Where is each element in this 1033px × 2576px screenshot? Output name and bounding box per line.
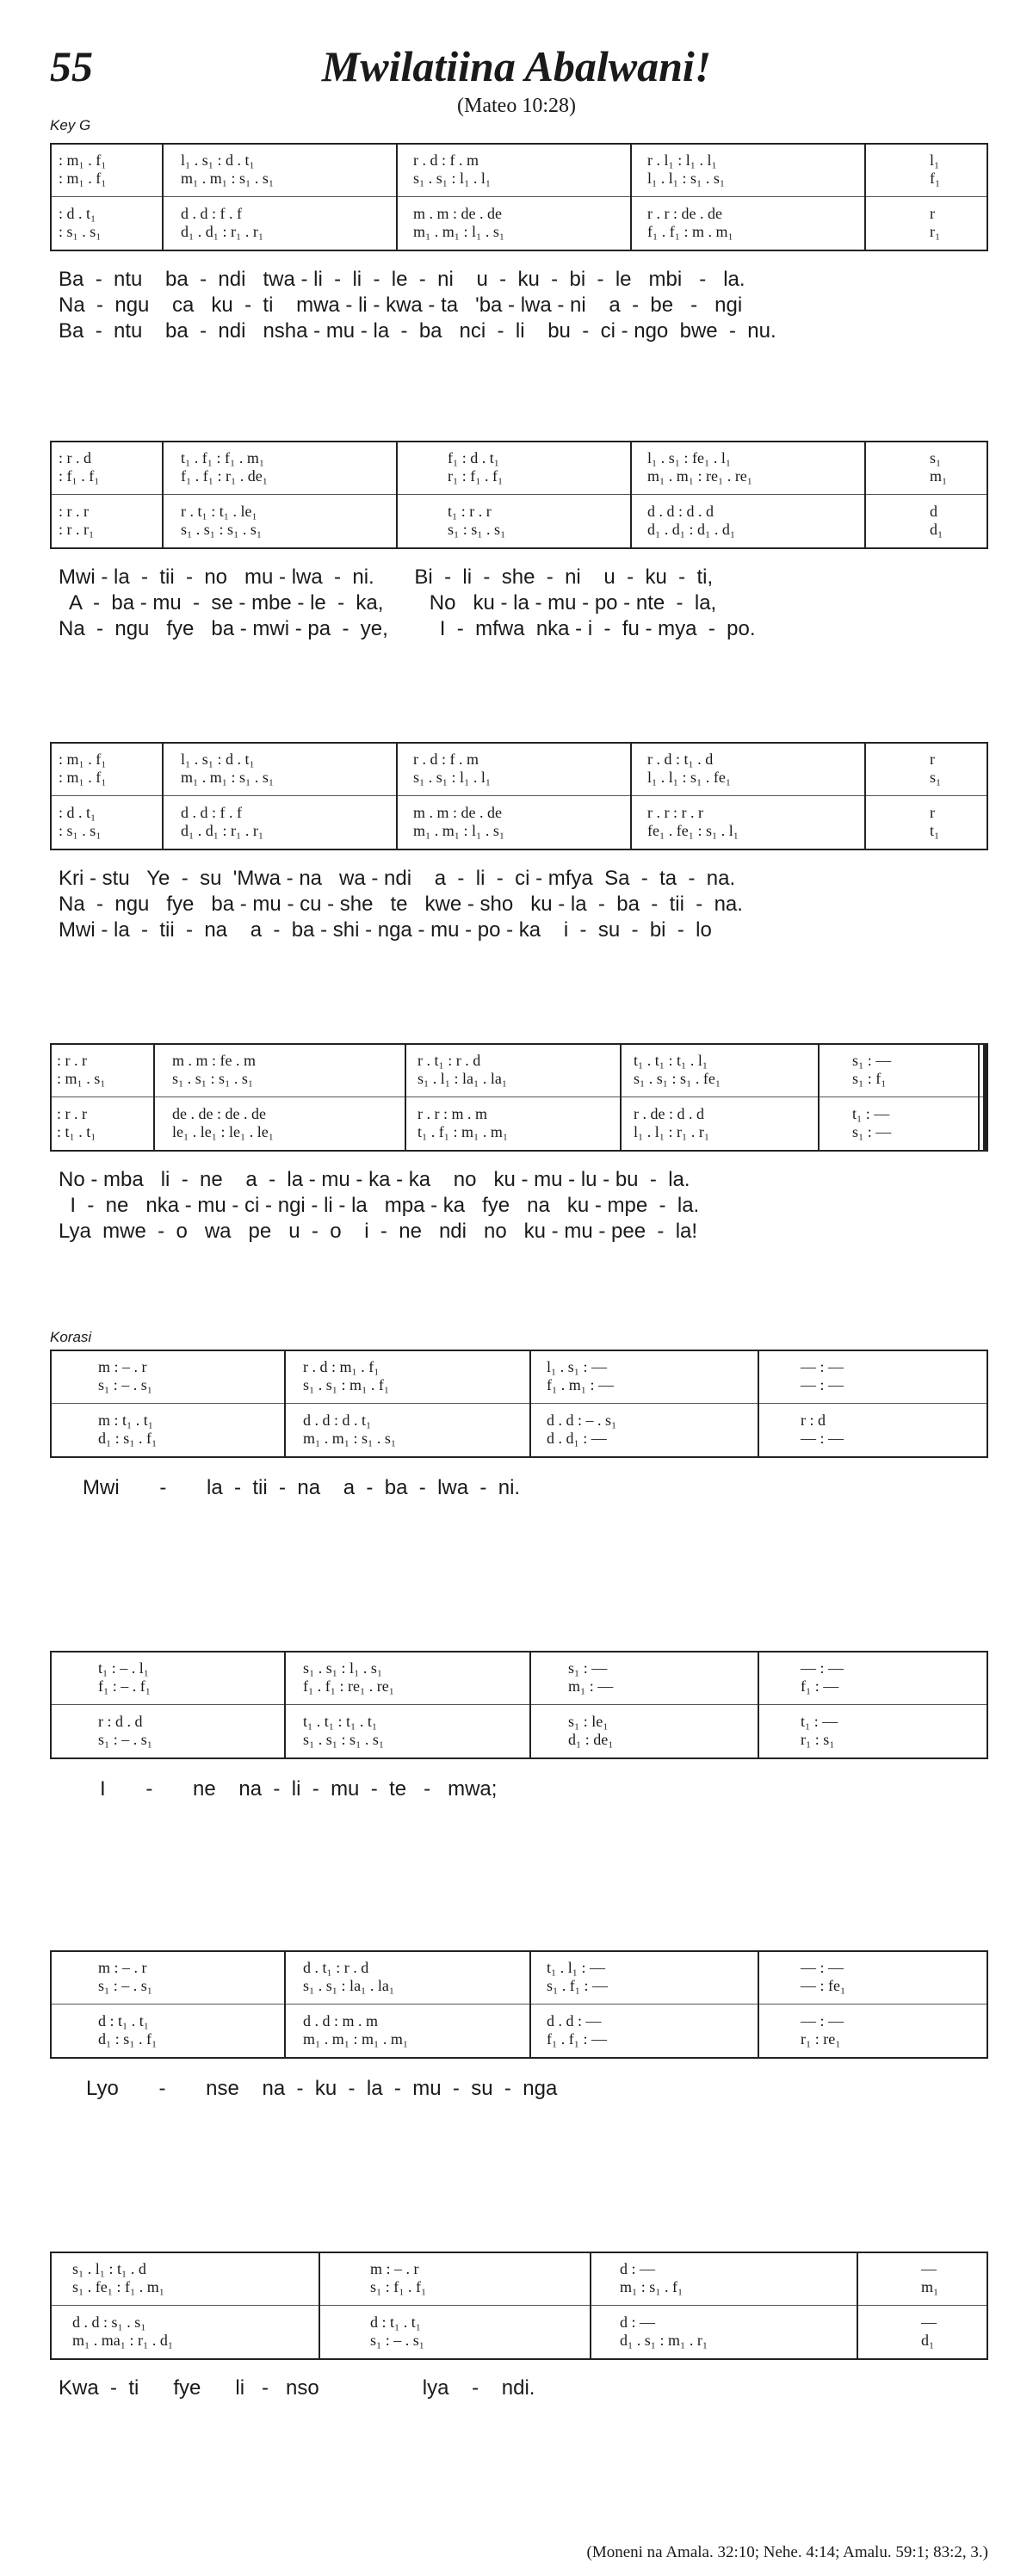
score-measure: r . d : f . m s₁ . s₁ : l₁ . l₁ m . m : de . de m₁ . m₁ : l₁ . s₁	[413, 751, 505, 839]
scripture-reference: (Mateo 10:28)	[457, 95, 576, 117]
hymn-title: Mwilatiina Abalwani!	[321, 42, 712, 90]
score-system	[50, 441, 988, 549]
score-measure: — m₁ — d₁	[921, 2260, 939, 2349]
score-measure: r . d : f . m s₁ . s₁ : l₁ . l₁ m . m : de . de m₁ . m₁ : l₁ . s₁	[413, 151, 505, 240]
score-measure: f₁ : d . t₁ r₁ : f₁ . f₁ t₁ : r . r s₁ : s₁ . s₁	[448, 449, 506, 538]
lyrics-block: No - mba li - ne a - la - mu - ka - ka no ku - mu - lu - bu - la. I - ne nka - mu - ci - ngi - li - la mpa - ka fye na ku - mpe - la. Lya mwe - o wa pe u - o i - ne ndi no ku - mu - pee - la!	[59, 1168, 700, 1243]
score-system	[50, 1350, 988, 1458]
score-measure: t₁ . l₁ : — s₁ . f₁ : — d . d : — f₁ . f₁ : —	[547, 1959, 609, 2048]
lyrics-block: Lyo - nse na - ku - la - mu - su - nga	[86, 2077, 558, 2100]
score-measure: s₁ : — m₁ : — s₁ : le₁ d₁ : de₁	[568, 1659, 614, 1748]
score-measure: l₁ f₁ r r₁	[930, 151, 941, 240]
score-measure: r . l₁ : l₁ . l₁ l₁ . l₁ : s₁ . s₁ r . r : de . de f₁ . f₁ : m . m₁	[647, 151, 733, 240]
score-system	[50, 1950, 988, 2059]
score-system	[50, 143, 988, 251]
score-measure: : r . r : m₁ . s₁ : r . r : t₁ . t₁	[57, 1052, 106, 1140]
score-measure: r . d : m₁ . f₁ s₁ . s₁ : m₁ . f₁ d . d : d . t₁ m₁ . m₁ : s₁ . s₁	[303, 1358, 397, 1447]
chorus-label: Korasi	[50, 1329, 92, 1345]
score-measure: t₁ . f₁ : f₁ . m₁ f₁ . f₁ : r₁ . de₁ r . t₁ : t₁ . le₁ s₁ . s₁ : s₁ . s₁	[181, 449, 269, 538]
score-measure: s₁ m₁ d d₁	[930, 449, 948, 538]
lyrics-block: Kwa - ti fye li - nso lya - ndi.	[59, 2376, 535, 2400]
score-measure: l₁ . s₁ : d . t₁ m₁ . m₁ : s₁ . s₁ d . d : f . f d₁ . d₁ : r₁ . r₁	[181, 151, 275, 240]
score-measure: l₁ . s₁ : fe₁ . l₁ m₁ . m₁ : re₁ . re₁ d . d : d . d d₁ . d₁ : d₁ . d₁	[647, 449, 753, 538]
score-measure: s₁ : — s₁ : f₁ t₁ : — s₁ : —	[852, 1052, 892, 1140]
score-measure: t₁ . t₁ : t₁ . l₁ s₁ . s₁ : s₁ . fe₁ r . de : d . d l₁ . l₁ : r₁ . r₁	[634, 1052, 721, 1140]
key-signature: Key G	[50, 117, 91, 133]
score-measure: d : — m₁ : s₁ . f₁ d : — d₁ . s₁ : m₁ . r₁	[620, 2260, 708, 2349]
score-system	[50, 2252, 988, 2360]
score-measure: : m₁ . f₁ : m₁ . f₁ : d . t₁ : s₁ . s₁	[59, 751, 107, 839]
score-measure: m : – . r s₁ : – . s₁ d : t₁ . t₁ d₁ : s₁ . f₁	[98, 1959, 158, 2048]
score-measure: — : — f₁ : — t₁ : — r₁ : s₁	[801, 1659, 844, 1748]
scripture-footer: (Moneni na Amala. 32:10; Nehe. 4:14; Amalu. 59:1; 83:2, 3.)	[586, 2543, 988, 2561]
score-measure: : r . d : f₁ . f₁ : r . r : r . r₁	[59, 449, 100, 538]
score-measure: : m₁ . f₁ : m₁ . f₁ : d . t₁ : s₁ . s₁	[59, 151, 107, 240]
hymn-number: 55	[50, 42, 93, 90]
score-measure: s₁ . s₁ : l₁ . s₁ f₁ . f₁ : re₁ . re₁ t₁ . t₁ : t₁ . t₁ s₁ . s₁ : s₁ . s₁	[303, 1659, 395, 1748]
score-measure: r s₁ r t₁	[930, 751, 942, 839]
lyrics-block: Mwi - la - tii - no mu - lwa - ni. Bi - li - she - ni u - ku - ti, A - ba - mu - se - mbe - le - ka, No ku - la - mu - po - nte - la, Na - ngu fye ba - mwi - pa - ye, I - mfwa nka - i - fu - mya - po.	[59, 565, 756, 640]
score-measure: l₁ . s₁ : — f₁ . m₁ : — d . d : – . s₁ d . d₁ : —	[547, 1358, 617, 1447]
score-measure: — : — — : — r : d — : —	[801, 1358, 844, 1447]
lyrics-block: Ba - ntu ba - ndi twa - li - li - le - ni u - ku - bi - le mbi - la. Na - ngu ca ku - ti mwa - li - kwa - ta 'ba - lwa - ni a - be - ngi Ba - ntu ba - ndi nsha - mu - la - ba nci - li bu - ci - ngo bwe - nu.	[59, 268, 776, 343]
score-measure: l₁ . s₁ : d . t₁ m₁ . m₁ : s₁ . s₁ d . d : f . f d₁ . d₁ : r₁ . r₁	[181, 751, 275, 839]
score-measure: t₁ : – . l₁ f₁ : – . f₁ r : d . d s₁ : – . s₁	[98, 1659, 153, 1748]
score-system	[50, 1651, 988, 1759]
score-measure: d . t₁ : r . d s₁ . s₁ : la₁ . la₁ d . d : m . m m₁ . m₁ : m₁ . m₁	[303, 1959, 409, 2048]
lyrics-block: Kri - stu Ye - su 'Mwa - na wa - ndi a - li - ci - mfya Sa - ta - na. Na - ngu fye ba - mu - cu - she te kwe - sho ku - la - ba - tii - na. Mwi - la - tii - na a - ba - shi - nga - mu - po - ka i - su - bi - lo	[59, 867, 743, 942]
score-system	[50, 1043, 988, 1152]
score-measure: m . m : fe . m s₁ . s₁ : s₁ . s₁ de . de : de . de le₁ . le₁ : le₁ . le₁	[172, 1052, 275, 1140]
score-measure: r . d : t₁ . d l₁ . l₁ : s₁ . fe₁ r . r : r . r fe₁ . fe₁ : s₁ . l₁	[647, 751, 739, 839]
lyrics-block: I - ne na - li - mu - te - mwa;	[100, 1777, 498, 1801]
score-measure: — : — — : fe₁ — : — r₁ : re₁	[801, 1959, 846, 2048]
score-system	[50, 742, 988, 850]
score-measure: m : – . r s₁ : – . s₁ m : t₁ . t₁ d₁ : s₁ . f₁	[98, 1358, 158, 1447]
score-measure: s₁ . l₁ : t₁ . d s₁ . fe₁ : f₁ . m₁ d . d : s₁ . s₁ m₁ . ma₁ : r₁ . d₁	[72, 2260, 174, 2349]
score-measure: r . t₁ : r . d s₁ . l₁ : la₁ . la₁ r . r : m . m t₁ . f₁ : m₁ . m₁	[418, 1052, 509, 1140]
lyrics-block: Mwi - la - tii - na a - ba - lwa - ni.	[83, 1476, 521, 1499]
score-measure: m : – . r s₁ : f₁ . f₁ d : t₁ . t₁ s₁ : – . s₁	[370, 2260, 427, 2349]
